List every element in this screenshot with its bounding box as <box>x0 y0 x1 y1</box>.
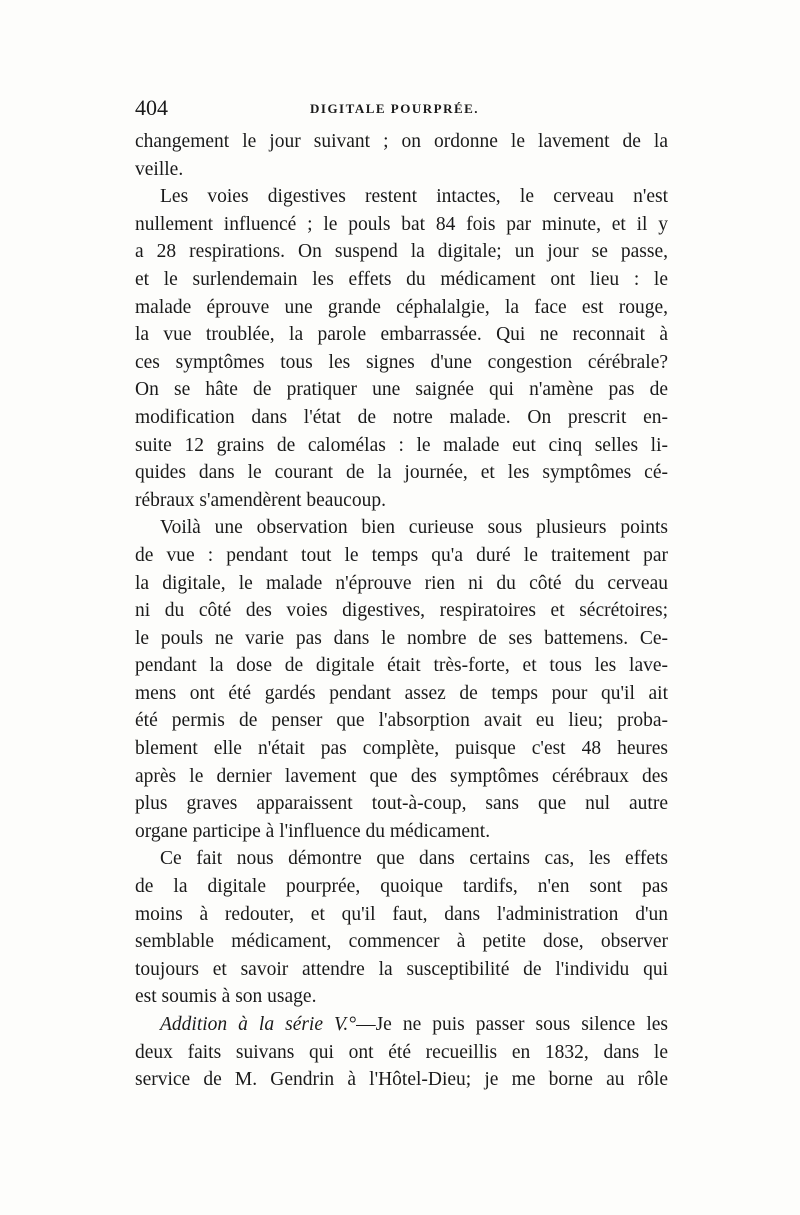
text-line: ces symptômes tous les signes d'une congestion cérébrale? <box>135 351 668 373</box>
body-text <box>135 128 668 1094</box>
text-line: la vue troublée, la parole embarrassée. Qui ne reconnait à <box>135 324 668 346</box>
page-number: 404 <box>135 95 168 120</box>
text-line: suite 12 grains de calomélas : le malade eut cinq selles li- <box>135 434 668 456</box>
text-line: nullement influencé ; le pouls bat 84 fois par minute, et il y <box>135 213 668 235</box>
text-line: de vue : pendant tout le temps qu'a duré le traitement par <box>135 544 668 566</box>
running-head <box>135 95 668 125</box>
section-heading-italic: Addition à la série V.° <box>160 1014 357 1035</box>
text-line: a 28 respirations. On suspend la digitale; un jour se passe, <box>135 241 668 263</box>
text-line: malade éprouve une grande céphalalgie, la face est rouge, <box>135 296 668 318</box>
running-title: DIGITALE POURPRÉE. <box>310 101 480 116</box>
text-line: plus graves apparaissent tout-à-coup, sans que nul autre <box>135 793 668 815</box>
text-line: après le dernier lavement que des symptômes cérébraux des <box>135 765 668 787</box>
text-line: Ce fait nous démontre que dans certains cas, les effets <box>160 848 668 870</box>
text-line: rébraux s'amendèrent beaucoup. <box>135 489 386 511</box>
text-line <box>135 1011 668 1039</box>
text-line: ni du côté des voies digestives, respiratoires et sécrétoires; <box>135 600 668 622</box>
text-line: quides dans le courant de la journée, et les symptômes cé- <box>135 462 668 484</box>
text-line: organe participe à l'influence du médicament. <box>135 820 491 842</box>
text-line: été permis de penser que l'absorption avait eu lieu; proba- <box>135 710 668 732</box>
text-line: service de M. Gendrin à l'Hôtel-Dieu; je me borne au rôle <box>135 1069 668 1091</box>
text-line: moins à redouter, et qu'il faut, dans l'administration d'un <box>135 903 668 925</box>
text-line: blement elle n'était pas complète, puisque c'est 48 heures <box>135 738 668 760</box>
text-line: veille. <box>135 158 184 180</box>
text-line: changement le jour suivant ; on ordonne le lavement de la <box>135 131 668 152</box>
text-line: deux faits suivans qui ont été recueillis en 1832, dans le <box>135 1041 668 1063</box>
text-line: mens ont été gardés pendant assez de temps pour qu'il ait <box>135 682 668 704</box>
text-line: de la digitale pourprée, quoique tardifs, n'en sont pas <box>135 876 668 898</box>
text-line: toujours et savoir attendre la susceptibilité de l'individu qui <box>135 958 668 980</box>
text-line: le pouls ne varie pas dans le nombre de ses battemens. Ce- <box>135 627 668 649</box>
text-line: pendant la dose de digitale était très-forte, et tous les lave- <box>135 655 668 677</box>
text-line: et le surlendemain les effets du médicament ont lieu : le <box>135 268 668 290</box>
text-line: la digitale, le malade n'éprouve rien ni du côté du cerveau <box>135 572 668 594</box>
text-line: Les voies digestives restent intactes, le cerveau n'est <box>160 186 668 208</box>
text-line: On se hâte de pratiquer une saignée qui n'amène pas de <box>135 379 668 401</box>
text-line: Voilà une observation bien curieuse sous plusieurs points <box>160 517 668 539</box>
text-line: est soumis à son usage. <box>135 986 317 1008</box>
text-line-rest: —Je ne puis passer sous silence les <box>356 1014 668 1035</box>
text-line: semblable médicament, commencer à petite dose, observer <box>135 931 668 953</box>
text-line: modification dans l'état de notre malade. On prescrit en- <box>135 406 668 428</box>
